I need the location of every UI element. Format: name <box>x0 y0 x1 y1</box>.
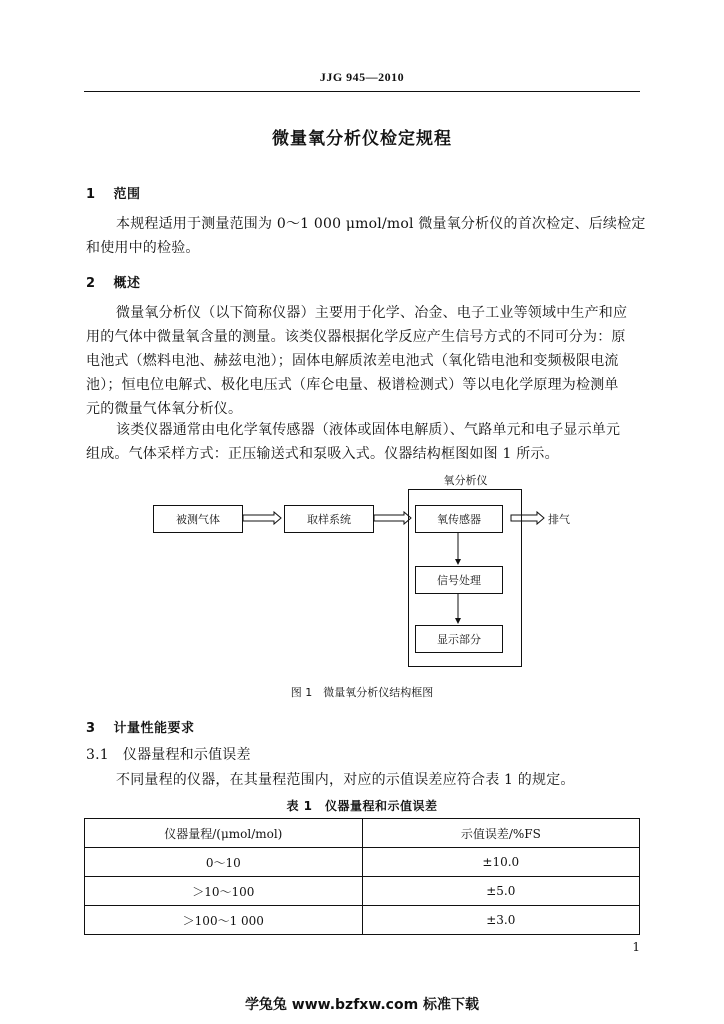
section-2-p1-line-2: 用的气体中微量氧含量的测量。该类仪器根据化学反应产生信号方式的不同可分为：原 <box>86 329 626 345</box>
section-3-number: 3 <box>86 721 96 736</box>
footer-watermark: 学兔兔 www.bzfxw.com 标准下载 <box>244 997 480 1013</box>
section-2-number: 2 <box>86 276 96 291</box>
section-2-p1-line-4: 池）；恒电位电解式、极化电压式（库仑电量、极谱检测式）等以电化学原理为检测单 <box>86 377 619 393</box>
figure-1-caption: 图 1 微量氧分析仪结构框图 <box>290 686 434 699</box>
display-unit-box: 显示部分 <box>415 625 503 653</box>
header-error: 示值误差/%FS <box>362 819 639 848</box>
gas-under-test-box: 被测气体 <box>153 505 243 533</box>
arrow-gas-to-sampling <box>243 512 281 524</box>
section-3-heading <box>86 717 195 736</box>
section-2-p1-line-5: 元的微量气体氧分析仪。 <box>86 401 243 417</box>
document-title: 微量氧分析仪检定规程 <box>272 129 452 149</box>
cell-error: ±3.0 <box>362 906 639 935</box>
table-row <box>85 877 640 906</box>
cell-range: ＞100～1 000 <box>85 906 363 935</box>
section-3-1-number: 3.1 <box>86 747 109 763</box>
cell-error: ±10.0 <box>362 848 639 877</box>
table-header-row <box>85 819 640 848</box>
section-3-title: 计量性能要求 <box>113 721 195 736</box>
oxygen-sensor-box: 氧传感器 <box>415 505 503 533</box>
section-1-title: 范围 <box>113 187 141 202</box>
range-error-table <box>84 818 640 935</box>
section-1-line-2: 和使用中的检验。 <box>86 240 200 256</box>
section-3-1-title: 仪器量程和示值误差 <box>122 747 251 763</box>
section-2-p1-line-3: 电池式（燃料电池、赫兹电池）；固体电解质浓差电池式（氧化锆电池和变频极限电流 <box>86 353 619 369</box>
section-1-line-1: 本规程适用于测量范围为 0～1 000 μmol/mol 微量氧分析仪的首次检定、后续检定 <box>116 216 646 232</box>
table-row <box>85 848 640 877</box>
cell-range: ＞10～100 <box>85 877 363 906</box>
section-1-number: 1 <box>86 187 96 202</box>
cell-range: 0～10 <box>85 848 363 877</box>
page-number: 1 <box>632 940 640 954</box>
header-range: 仪器量程/(μmol/mol) <box>85 819 363 848</box>
section-2-p1-line-1: 微量氧分析仪（以下简称仪器）主要用于化学、冶金、电子工业等领域中生产和应 <box>116 305 628 321</box>
exhaust-label: 排气 <box>548 513 570 526</box>
table-1-caption: 表 1 仪器量程和示值误差 <box>286 799 438 813</box>
section-2-title: 概述 <box>113 276 141 291</box>
section-2-p2-line-1: 该类仪器通常由电化学氧传感器（液体或固体电解质）、气路单元和电子显示单元 <box>116 422 621 438</box>
section-2-p2-line-2: 组成。气体采样方式：正压输送式和泵吸入式。仪器结构框图如图 1 所示。 <box>86 446 559 462</box>
section-3-1-text: 不同量程的仪器，在其量程范围内，对应的示值误差应符合表 1 的规定。 <box>116 772 575 788</box>
arrow-sampling-to-sensor <box>374 512 411 524</box>
signal-processing-box: 信号处理 <box>415 566 503 594</box>
section-3-1-heading <box>86 743 251 767</box>
sampling-system-box: 取样系统 <box>284 505 374 533</box>
analyzer-label: 氧分析仪 <box>443 474 488 487</box>
cell-error: ±5.0 <box>362 877 639 906</box>
standard-code: JJG 945—2010 <box>319 70 405 84</box>
arrow-sensor-to-exhaust <box>511 512 544 524</box>
table-row <box>85 906 640 935</box>
